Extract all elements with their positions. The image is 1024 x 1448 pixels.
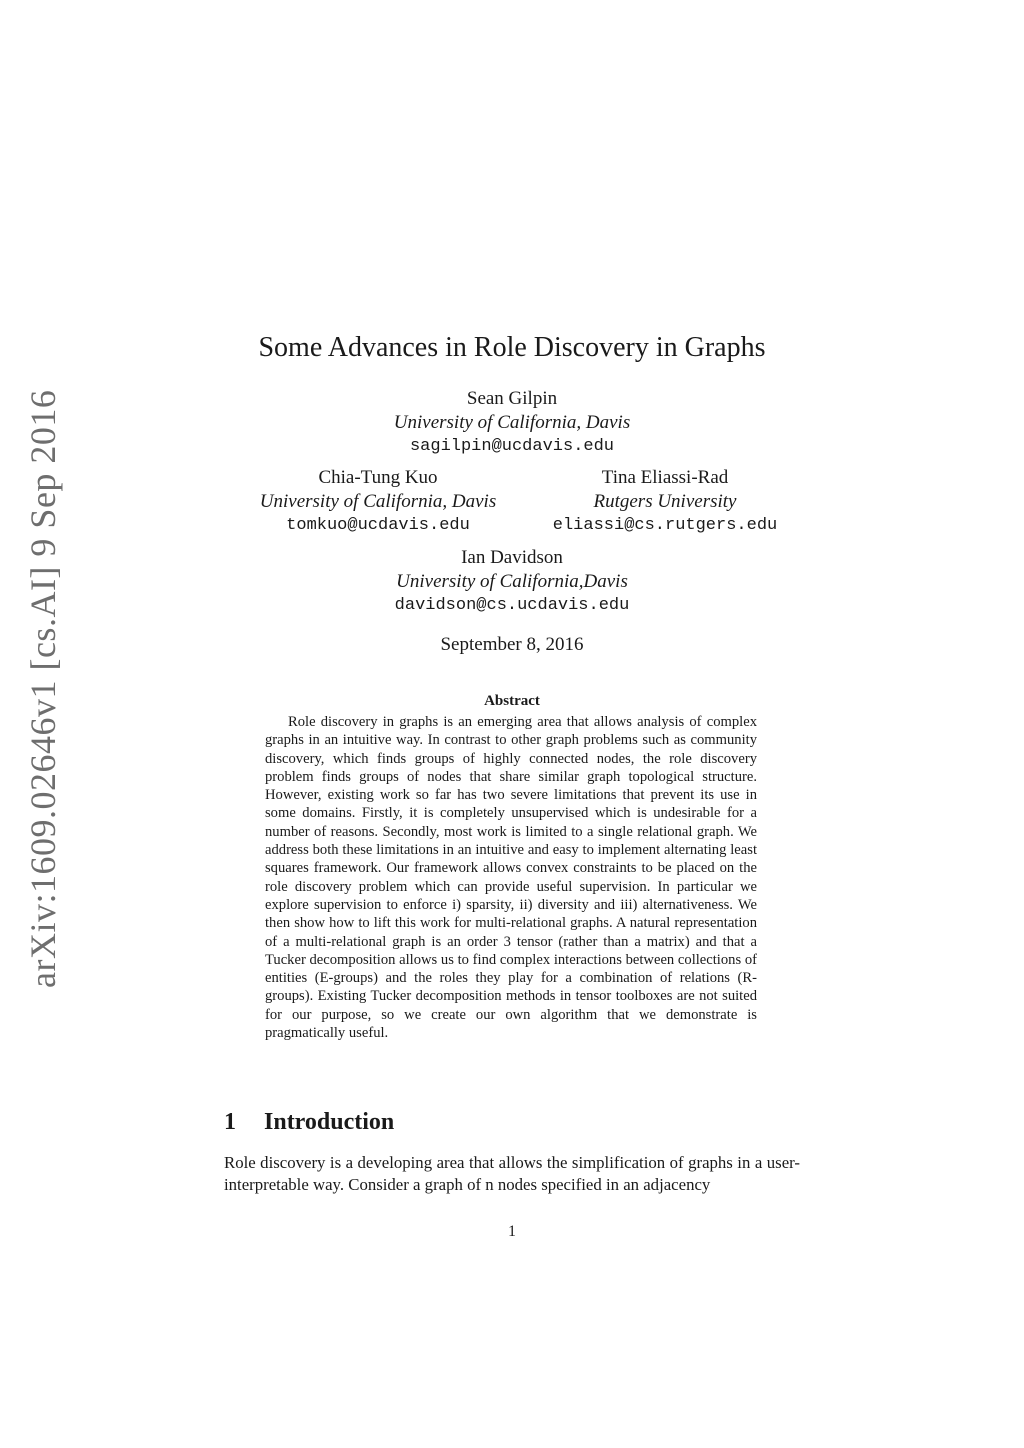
section-title: Introduction bbox=[264, 1109, 395, 1135]
paper-date: September 8, 2016 bbox=[440, 634, 584, 655]
page-number: 1 bbox=[508, 1223, 516, 1240]
author-name: Chia-Tung Kuo bbox=[318, 467, 438, 488]
author-email: eliassi@cs.rutgers.edu bbox=[552, 516, 778, 535]
author-block bbox=[525, 466, 805, 538]
paper-title: Some Advances in Role Discovery in Graphs bbox=[258, 332, 766, 363]
author-email: sagilpin@ucdavis.edu bbox=[409, 437, 615, 456]
section-heading bbox=[224, 1107, 394, 1137]
author-block bbox=[312, 546, 712, 618]
author-block bbox=[218, 466, 538, 538]
section-number: 1 bbox=[224, 1109, 236, 1135]
author-affiliation: University of California,Davis bbox=[396, 571, 628, 592]
author-name: Tina Eliassi-Rad bbox=[601, 467, 729, 488]
author-affiliation: University of California, Davis bbox=[259, 491, 497, 512]
author-name: Ian Davidson bbox=[461, 547, 563, 568]
author-affiliation: University of California, Davis bbox=[393, 412, 631, 433]
author-name: Sean Gilpin bbox=[466, 388, 558, 409]
abstract-heading: Abstract bbox=[484, 693, 540, 709]
author-email: tomkuo@ucdavis.edu bbox=[286, 516, 470, 535]
author-block bbox=[312, 387, 712, 459]
introduction-text: Role discovery is a developing area that allows the simplification of graphs in a user-interpretable way. Consider a graph of n nodes specified in an adjacency bbox=[224, 1153, 800, 1194]
author-affiliation: Rutgers University bbox=[593, 491, 737, 512]
author-email: davidson@cs.ucdavis.edu bbox=[394, 596, 630, 615]
abstract-text: Role discovery in graphs is an emerging area that allows analysis of complex graphs in an intuitive way. In contrast to other graph problems such as community discovery, which finds groups of highly connected nodes, the role discovery problem finds groups of nodes that share similar graph topological structure. However, existing work so far has two severe limitations that prevent its use in some domains. Firstly, it is completely unsupervised which is undesirable for a number of reasons. Secondly, most work is limited to a single relational graph. We address both these limitations in an intuitive and easy to implement alternating least squares framework. Our framework allows convex constraints to be placed on the role discovery problem which can provide useful supervision. In particular we explore supervision to enforce i) sparsity, ii) diversity and iii) alternativeness. We then show how to lift this work for multi-relational graphs. A natural representation of a multi-relational graph is an order 3 tensor (rather than a matrix) and that a Tucker decomposition allows us to find complex interactions between collections of entities (E-groups) and the roles they play for a combination of relations (R-groups). Existing Tucker decomposition methods in tensor toolboxes are not suited for our purpose, so we create our own algorithm that we demonstrate is pragmatically useful. bbox=[265, 714, 757, 1042]
arxiv-identifier: arXiv:1609.02646v1 [cs.AI] 9 Sep 2016 bbox=[23, 389, 63, 988]
